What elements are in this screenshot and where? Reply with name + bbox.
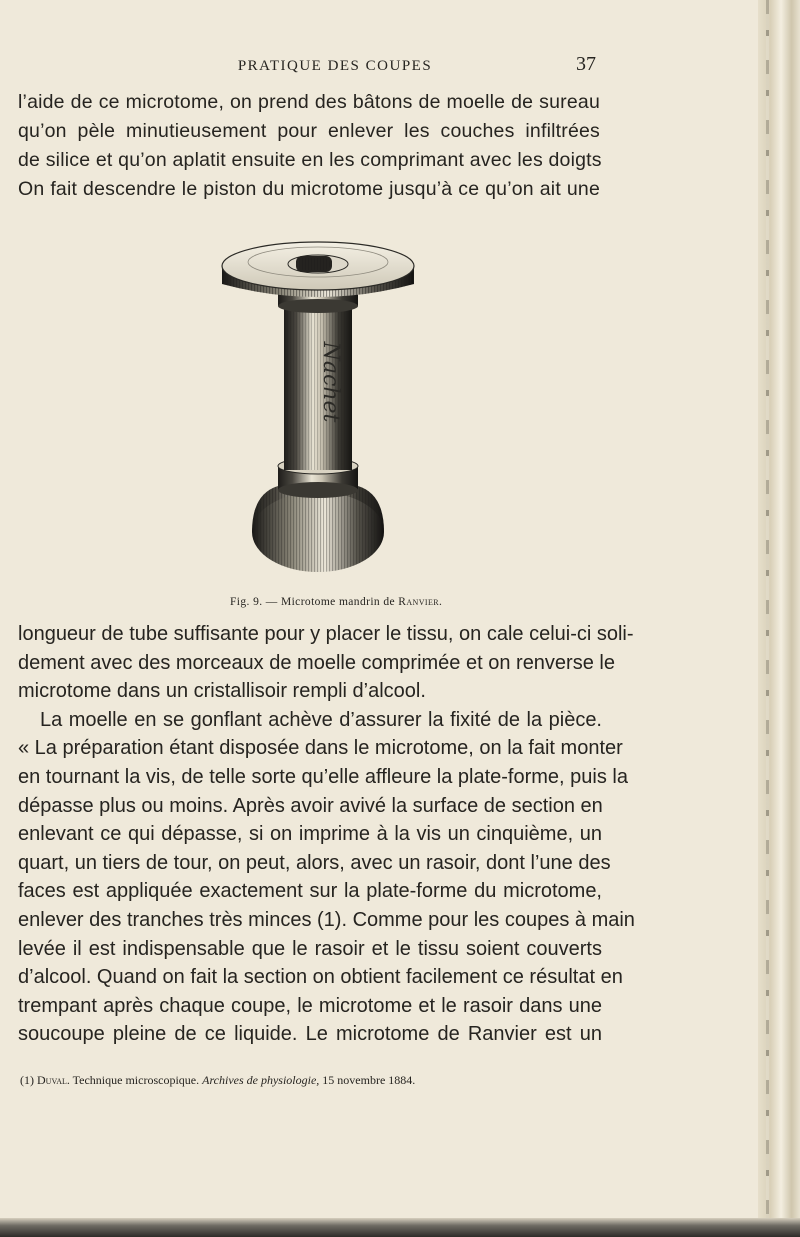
text-line: « La préparation étant disposée dans le microtome, on la fait monter <box>18 737 623 760</box>
text-line: de silice et qu’on aplatit ensuite en les comprimant avec les doigts <box>18 149 602 171</box>
text-line: dement avec des morceaux de moelle comprimée et on renverse le <box>18 651 615 674</box>
text-line: faces est appliquée exactement sur la plate-forme du microtome, <box>18 880 602 903</box>
footnote-journal: Archives de physiologie, <box>202 1073 320 1087</box>
text-line: soucoupe pleine de ce liquide. Le microtome de Ranvier est un <box>18 1023 602 1046</box>
caption-author: Ranvier. <box>398 596 443 608</box>
footnote-date: 15 novembre 1884. <box>322 1073 416 1087</box>
text-line: On fait descendre le piston du microtome jusqu’à ce qu’on ait une <box>18 178 600 200</box>
text-line: en tournant la vis, de telle sorte qu’elle affleure la plate-forme, puis la <box>18 765 628 788</box>
footnote-marker: (1) <box>20 1073 34 1087</box>
text-line: l’aide de ce microtome, on prend des bâtons de moelle de sureau <box>18 91 600 113</box>
footnote-author: Duval. <box>37 1073 70 1087</box>
text-line: enlever des tranches très minces (1). Comme pour les coupes à main <box>18 908 635 931</box>
text-line: La moelle en se gonflant achève d’assurer la fixité de la pièce. <box>40 708 602 731</box>
footnote <box>20 1073 415 1088</box>
running-title: PRATIQUE DES COUPES <box>237 58 433 74</box>
top-paragraph <box>18 88 600 204</box>
text-line: trempant après chaque coupe, le microtome et le rasoir dans une <box>18 994 602 1017</box>
engraved-label: Nachet <box>318 341 343 423</box>
text-line: levée il est indispensable que le rasoir et le tissu soient couverts <box>18 937 602 960</box>
text-line: quart, un tiers de tour, on peut, alors, avec un rasoir, dont l’une des <box>18 851 611 874</box>
page-edge-right <box>758 0 800 1237</box>
microtome-illustration <box>212 232 424 582</box>
caption-text: Fig. 9. — Microtome mandrin de <box>230 596 399 608</box>
text-line: d’alcool. Quand on fait la section on obtient facilement ce résultat en <box>18 966 623 989</box>
text-line: microtome dans un cristallisoir rempli d’alcool. <box>18 680 426 703</box>
main-paragraph <box>18 620 635 1049</box>
footnote-text: Technique microscopique. <box>72 1073 200 1087</box>
figure-caption <box>230 596 442 608</box>
text-line: dépasse plus ou moins. Après avoir avivé la surface de section en <box>18 794 603 817</box>
text-line: enlevant ce qui dépasse, si on imprime à la vis un cinquième, un <box>18 823 602 846</box>
text-line: qu’on pèle minutieusement pour enlever les couches infiltrées <box>18 120 600 142</box>
text-line: longueur de tube suffisante pour y placer le tissu, on cale celui-ci soli- <box>18 623 634 645</box>
page-number: 37 <box>576 53 596 75</box>
page-edge-bottom <box>0 1218 800 1237</box>
